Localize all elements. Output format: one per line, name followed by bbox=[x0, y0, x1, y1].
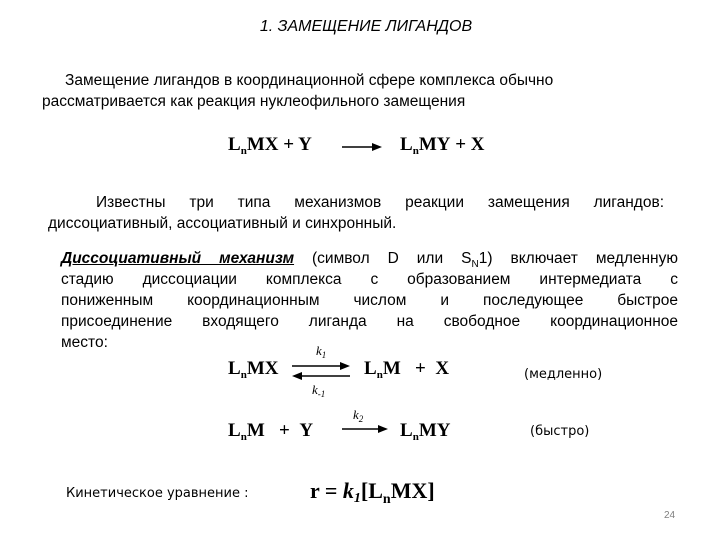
kinetic-equation: $r = k1[L_nMX]$ bbox=[310, 478, 435, 507]
dissociative-line-4: присоединение входящего лиганда на свободное координационное bbox=[61, 313, 678, 330]
step1-reactant: $L_nMX$ bbox=[228, 358, 279, 381]
main-reaction-reactants: $L_nMX + Y$ bbox=[228, 134, 312, 157]
slide-title: 1. ЗАМЕЩЕНИЕ ЛИГАНДОВ bbox=[259, 18, 473, 35]
step2-product: $L_nMY$ bbox=[400, 420, 451, 443]
page-number: 24 bbox=[664, 510, 676, 521]
dissociative-line-5: место: bbox=[61, 334, 108, 351]
kinetic-label: Кинетическое уравнение : bbox=[66, 486, 249, 501]
dissociative-heading: Диссоциативный механизм bbox=[61, 250, 295, 267]
step2-k: $k_2$ bbox=[353, 407, 364, 424]
types-line-1: Известны три типа механизмов реакции замещения лигандов: bbox=[96, 194, 664, 211]
types-line-2: диссоциативный, ассоциативный и синхронный. bbox=[48, 215, 397, 232]
step1-products: $L_nM$ + X bbox=[364, 358, 450, 381]
step1-equilibrium-arrows bbox=[290, 360, 352, 382]
step2-note: (быстро) bbox=[530, 424, 590, 439]
step2-reactants: $L_nM$ + Y bbox=[228, 420, 314, 443]
intro-line-1: Замещение лигандов в координационной сфере комплекса обычно bbox=[65, 72, 554, 89]
dissociative-line-2: стадию диссоциации комплекса с образованием интермедиата с bbox=[61, 271, 678, 288]
step1-note: (медленно) bbox=[524, 367, 603, 382]
main-reaction-products: $L_nMY + X$ bbox=[400, 134, 485, 157]
dissociative-line-3: пониженным координационным числом и последующее быстрое bbox=[61, 292, 678, 309]
intro-line-2: рассматривается как реакция нуклеофильного замещения bbox=[42, 93, 466, 110]
step1-k-reverse: $k_{-1}$ bbox=[312, 382, 326, 399]
dissociative-line-1: Диссоциативный механизм (символ D или $S_N1$) включает медленную bbox=[61, 250, 678, 270]
step1-k-forward: $k_1$ bbox=[316, 343, 327, 360]
step2-arrow bbox=[340, 422, 390, 436]
main-reaction-arrow bbox=[340, 140, 384, 154]
